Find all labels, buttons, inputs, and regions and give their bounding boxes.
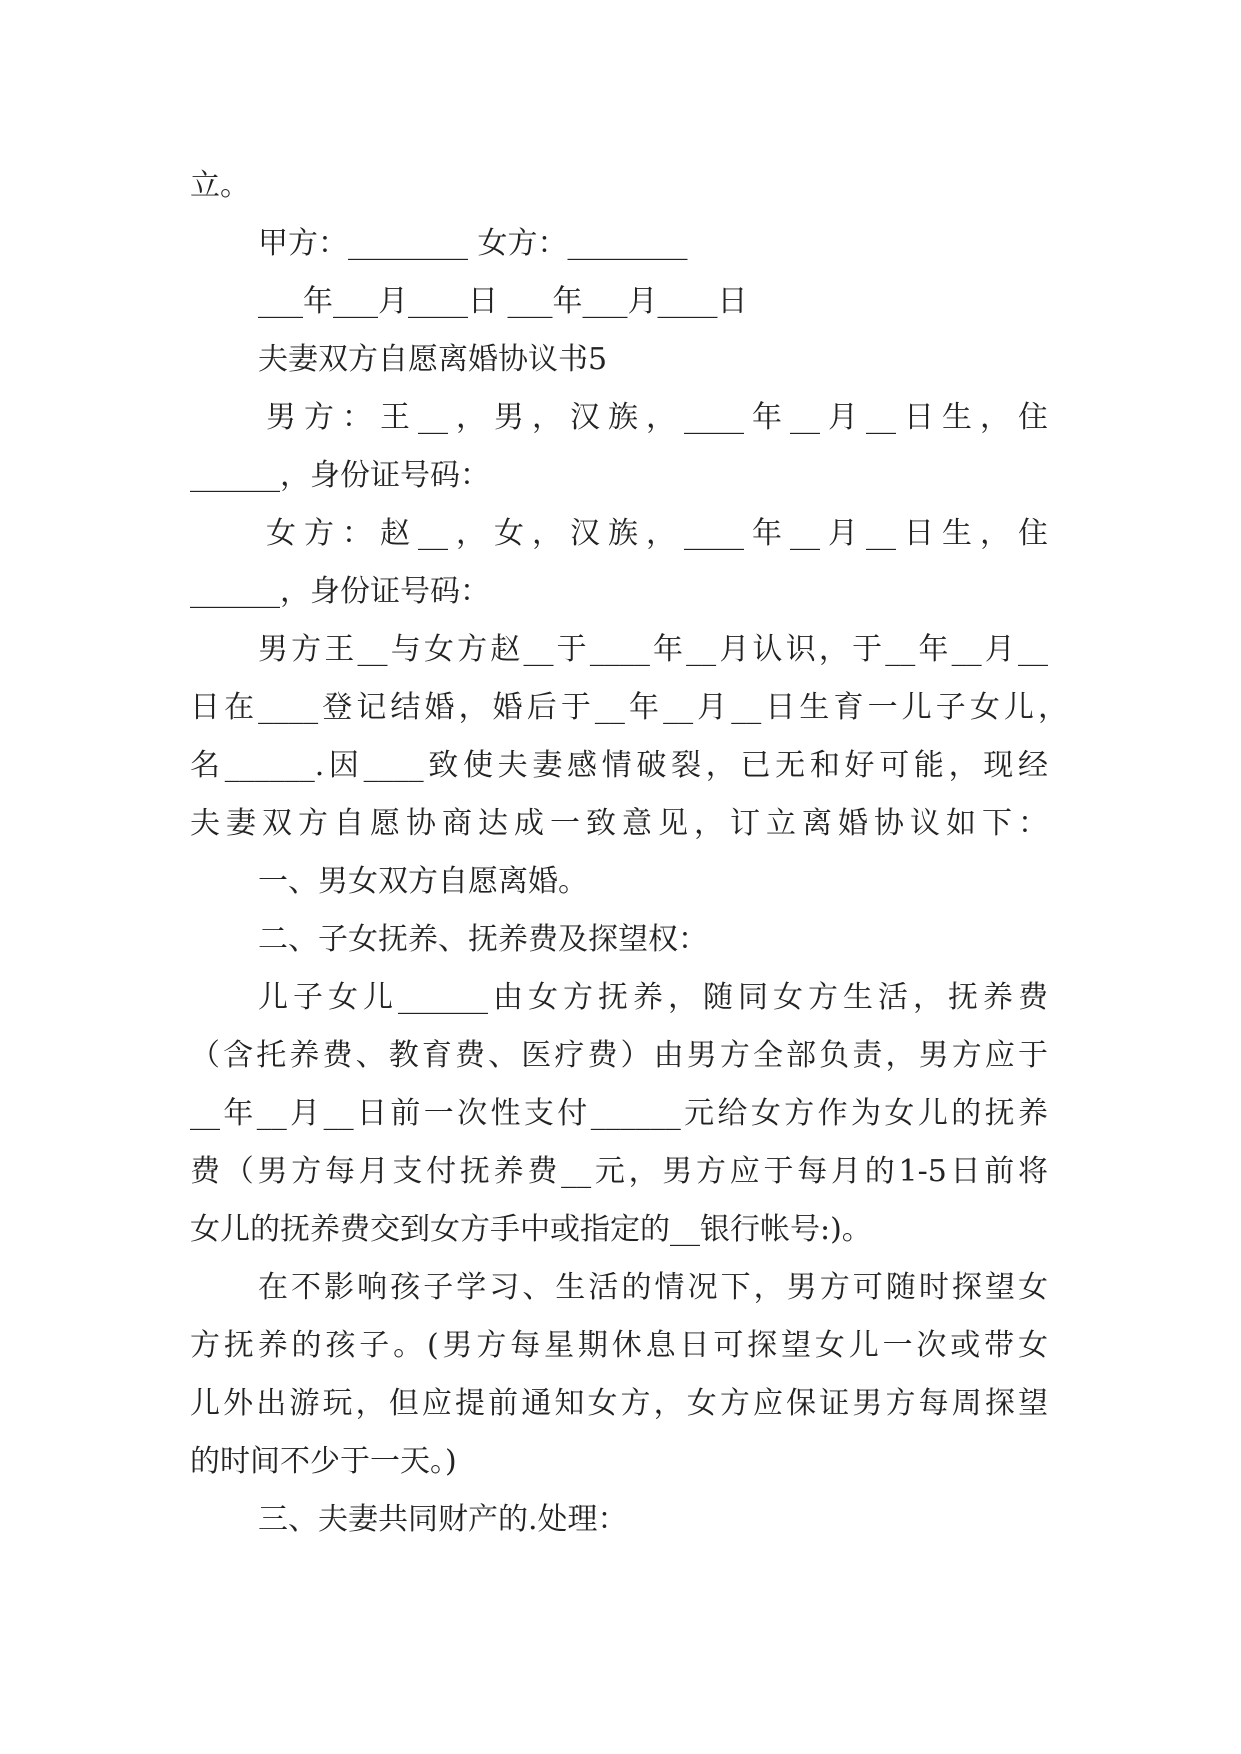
clause-two-heading: 二、子女抚养、抚养费及探望权： — [258, 922, 708, 957]
paragraph-custody-2: （含托养费、教育费、医疗费）由男方全部负责，男方应于 — [190, 1038, 1048, 1073]
signature-line-parties: 甲方：________ 女方：________ — [258, 226, 688, 261]
paragraph-visitation-2: 方抚养的孩子。(男方每星期休息日可探望女儿一次或带女 — [190, 1328, 1048, 1363]
paragraph-visitation-3: 儿外出游玩，但应提前通知女方，女方应保证男方每周探望 — [190, 1386, 1048, 1421]
paragraph-visitation-4: 的时间不少于一天。) — [190, 1444, 457, 1479]
paragraph-male-party: 男方：王__，男，汉族，____年__月__日生，住 — [266, 400, 1048, 435]
paragraph-visitation-1: 在不影响孩子学习、生活的情况下，男方可随时探望女 — [258, 1270, 1048, 1305]
paragraph-female-party-cont: ______，身份证号码： — [190, 574, 490, 609]
paragraph-marriage-3: 名______.因____致使夫妻感情破裂，已无和好可能，现经 — [190, 748, 1048, 783]
paragraph-marriage-1: 男方王__与女方赵__于____年__月认识，于__年__月__ — [258, 632, 1048, 667]
paragraph-custody-3: __年__月__日前一次性支付______元给女方作为女儿的抚养 — [190, 1096, 1048, 1131]
section-title: 夫妻双方自愿离婚协议书5 — [258, 342, 608, 377]
paragraph-male-party-cont: ______，身份证号码： — [190, 458, 490, 493]
clause-one: 一、男女双方自愿离婚。 — [258, 864, 588, 899]
paragraph-custody-1: 儿子女儿______由女方抚养，随同女方生活，抚养费 — [258, 980, 1048, 1015]
paragraph-female-party: 女方：赵__，女，汉族，____年__月__日生，住 — [266, 516, 1048, 551]
paragraph-marriage-2: 日在____登记结婚，婚后于__年__月__日生育一儿子女儿， — [190, 690, 1068, 725]
paragraph-custody-5: 女儿的抚养费交到女方手中或指定的__银行帐号:)。 — [190, 1212, 872, 1247]
signature-line-dates: ___年___月____日 ___年___月____日 — [258, 284, 748, 319]
text-line-continuation: 立。 — [190, 168, 250, 203]
paragraph-custody-4: 费（男方每月支付抚养费__元，男方应于每月的1-5日前将 — [190, 1154, 1048, 1189]
clause-three-heading: 三、夫妻共同财产的.处理： — [258, 1502, 628, 1537]
paragraph-marriage-4: 夫妻双方自愿协商达成一致意见，订立离婚协议如下： — [190, 806, 1048, 841]
